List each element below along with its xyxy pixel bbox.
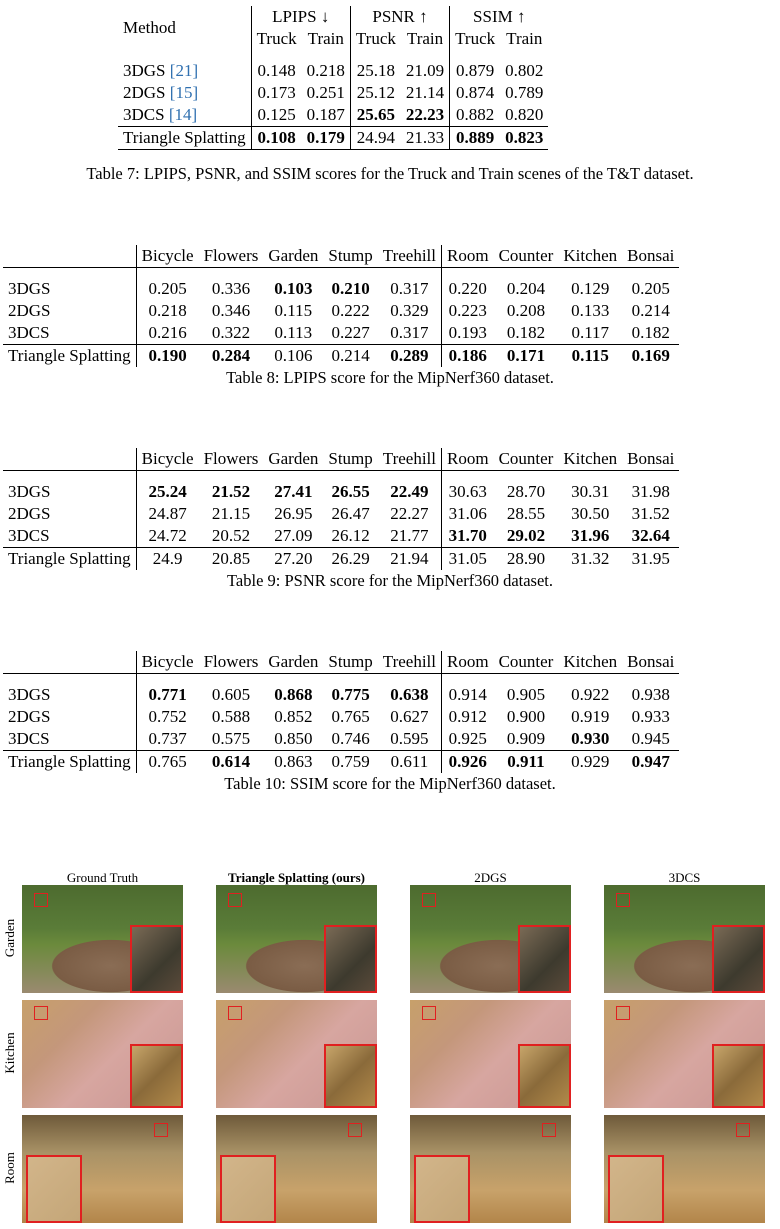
garden-2dgs-image xyxy=(410,885,571,993)
table7-row xyxy=(118,82,548,104)
table10-cell: 0.922 xyxy=(571,685,610,704)
table7-cell: 0.187 xyxy=(302,104,351,127)
table9-cell: 30.63 xyxy=(448,482,487,501)
table10-scene-header: Bicycle xyxy=(141,652,194,671)
highlight-region-box xyxy=(422,893,436,907)
table7-cell: 21.14 xyxy=(401,82,450,104)
table7-cell: 0.882 xyxy=(456,105,495,124)
table10-cell: 0.638 xyxy=(378,684,442,706)
table8-method-name: 3DGS xyxy=(3,278,136,300)
table8-cell: 0.336 xyxy=(211,279,251,298)
table8-cell: 0.210 xyxy=(331,279,370,298)
table8-cell: 0.182 xyxy=(506,323,546,342)
kitchen-ground-truth-image xyxy=(22,1000,183,1108)
table9-scene-header: Garden xyxy=(268,449,319,468)
table10-cell: 0.775 xyxy=(331,685,370,704)
table10-cell: 0.914 xyxy=(448,685,487,704)
table10-corner xyxy=(3,651,136,674)
table9-corner xyxy=(3,448,136,471)
table8-scene-header: Treehill xyxy=(378,245,442,268)
table8-cell: 0.317 xyxy=(378,322,442,345)
table8-cell: 0.193 xyxy=(448,323,487,342)
table8-header-row xyxy=(3,245,679,268)
table10-cell: 0.912 xyxy=(448,707,487,726)
table8-scene-header: Bonsai xyxy=(627,246,675,265)
table10-cell: 0.911 xyxy=(494,751,559,774)
row-label-kitchen: Kitchen xyxy=(2,1032,17,1074)
table10-cell: 0.595 xyxy=(378,728,442,751)
table-8 xyxy=(3,245,679,367)
citation-link[interactable]: [15] xyxy=(165,83,199,102)
highlight-region-box xyxy=(154,1123,168,1137)
table10-scene-header: Kitchen xyxy=(563,652,618,671)
table8-scene-header: Kitchen xyxy=(563,246,618,265)
table7-cell: 25.18 xyxy=(356,61,396,80)
table10-cell: 0.852 xyxy=(274,707,313,726)
table9-method-name: Triangle Splatting xyxy=(3,548,136,571)
table-7 xyxy=(118,6,548,150)
highlight-region-box xyxy=(422,1006,436,1020)
table7-row xyxy=(118,127,548,150)
table10-cell: 0.925 xyxy=(448,729,487,748)
column-title-2dgs: 2DGS xyxy=(474,870,507,885)
column-title-ground-truth: Ground Truth xyxy=(66,870,139,885)
zoom-inset xyxy=(414,1155,470,1223)
table9-cell: 31.96 xyxy=(571,526,610,545)
table8-row xyxy=(3,278,679,300)
table10-scene-header: Flowers xyxy=(203,652,259,671)
highlight-region-box xyxy=(34,1006,48,1020)
table9-method-name: 3DCS xyxy=(3,525,136,548)
table10-cell: 0.868 xyxy=(274,685,313,704)
table8-cell: 0.214 xyxy=(323,345,377,368)
table10-cell: 0.737 xyxy=(148,729,187,748)
table7-subheader: Truck xyxy=(256,29,297,48)
table7-subheader: Train xyxy=(506,29,543,48)
table10-cell: 0.926 xyxy=(442,751,494,774)
table10-cell: 0.746 xyxy=(331,729,370,748)
table8-scene-header: Room xyxy=(447,246,489,265)
table10-scene-header: Counter xyxy=(498,652,554,671)
table7-cell: 0.173 xyxy=(257,83,296,102)
row-label-room: Room xyxy=(2,1152,17,1184)
table9-cell: 22.27 xyxy=(378,503,442,525)
garden-ground-truth-image xyxy=(22,885,183,993)
table8-caption: Table 8: LPIPS score for the MipNerf360 dataset. xyxy=(226,368,554,387)
highlight-region-box xyxy=(542,1123,556,1137)
table10-cell: 0.938 xyxy=(631,685,670,704)
table9-cell: 31.06 xyxy=(448,504,487,523)
zoom-inset xyxy=(130,1044,183,1108)
table8-cell: 0.223 xyxy=(448,301,487,320)
table-9 xyxy=(3,448,679,570)
table8-corner xyxy=(3,245,136,268)
table9-cell: 31.70 xyxy=(448,526,487,545)
room-triangle-splatting-image xyxy=(216,1115,377,1223)
garden-triangle-splatting-image xyxy=(216,885,377,993)
table9-cell: 24.9 xyxy=(136,548,198,571)
table10-method-name: 3DCS xyxy=(3,728,136,751)
table8-scene-header: Stump xyxy=(328,246,373,265)
table10-cell: 0.752 xyxy=(148,707,187,726)
table10-cell: 0.863 xyxy=(263,751,323,774)
room-2dgs-image xyxy=(410,1115,571,1223)
table7-cell: 0.251 xyxy=(302,82,351,104)
table10-scene-header: Treehill xyxy=(378,651,442,674)
table8-cell: 0.133 xyxy=(571,301,610,320)
table7-method-name xyxy=(118,60,251,82)
table7-cell: 0.879 xyxy=(456,61,495,80)
table9-cell: 27.41 xyxy=(274,482,313,501)
table7-caption: Table 7: LPIPS, PSNR, and SSIM scores for the Truck and Train scenes of the T&T dataset. xyxy=(86,164,694,183)
table7-cell: 0.108 xyxy=(251,127,302,150)
table9-cell: 21.52 xyxy=(211,482,251,501)
table9-scene-header: Flowers xyxy=(203,449,259,468)
table8-cell: 0.317 xyxy=(378,278,442,300)
highlight-region-box xyxy=(228,893,242,907)
table10-cell: 0.930 xyxy=(571,729,610,748)
table10-cell: 0.919 xyxy=(571,707,610,726)
table9-cell: 30.50 xyxy=(571,504,610,523)
table9-cell: 31.52 xyxy=(631,504,670,523)
table7-subheader: Train xyxy=(401,28,450,50)
garden-3dcs-image xyxy=(604,885,765,993)
citation-number[interactable]: 21 xyxy=(175,61,193,80)
table10-row xyxy=(3,706,679,728)
table8-scene-header: Bicycle xyxy=(141,246,194,265)
table10-row xyxy=(3,728,679,751)
method-label: 2DGS xyxy=(123,83,166,102)
table7-cell: 0.148 xyxy=(257,61,296,80)
table7-method-name xyxy=(118,127,251,150)
table9-cell: 20.52 xyxy=(211,526,251,545)
table8-cell: 0.117 xyxy=(571,323,610,342)
zoom-inset xyxy=(26,1155,82,1223)
table9-cell: 20.85 xyxy=(199,548,264,571)
highlight-region-box xyxy=(616,893,630,907)
table10-cell: 0.933 xyxy=(631,707,670,726)
table8-cell: 0.204 xyxy=(506,279,546,298)
table9-cell: 28.70 xyxy=(506,482,546,501)
table9-cell: 31.98 xyxy=(631,482,670,501)
table8-cell: 0.129 xyxy=(571,279,610,298)
table7-cell: 25.12 xyxy=(356,83,396,102)
table10-scene-header: Room xyxy=(447,652,489,671)
zoom-inset xyxy=(130,925,183,993)
table8-cell: 0.115 xyxy=(558,345,622,368)
table10-method-name: 2DGS xyxy=(3,706,136,728)
method-label: 3DCS xyxy=(123,105,165,124)
table10-method-name: Triangle Splatting xyxy=(3,751,136,774)
table9-cell: 26.47 xyxy=(331,504,370,523)
table8-method-name: Triangle Splatting xyxy=(3,345,136,368)
highlight-region-box xyxy=(348,1123,362,1137)
table10-header-row xyxy=(3,651,679,674)
table8-scene-header: Flowers xyxy=(203,246,259,265)
table8-cell: 0.329 xyxy=(378,300,442,322)
table7-cell: 0.789 xyxy=(505,83,544,102)
table10-cell: 0.611 xyxy=(378,751,442,774)
table10-cell: 0.588 xyxy=(211,707,251,726)
table8-cell: 0.218 xyxy=(148,301,187,320)
table9-scene-header: Counter xyxy=(498,449,554,468)
table9-cell: 27.20 xyxy=(263,548,323,571)
highlight-region-box xyxy=(228,1006,242,1020)
citation-link[interactable]: [21] xyxy=(165,61,199,80)
table9-cell: 21.77 xyxy=(378,525,442,548)
table9-cell: 31.95 xyxy=(622,548,679,571)
table7-subheader: Truck xyxy=(355,29,396,48)
table8-cell: 0.106 xyxy=(263,345,323,368)
table10-row xyxy=(3,684,679,706)
table9-cell: 21.15 xyxy=(211,504,251,523)
table8-cell: 0.115 xyxy=(274,301,313,320)
table10-cell: 0.605 xyxy=(211,685,251,704)
table7-cell: 0.802 xyxy=(505,61,544,80)
zoom-inset xyxy=(712,1044,765,1108)
table9-cell: 30.31 xyxy=(571,482,610,501)
table10-cell: 0.900 xyxy=(506,707,546,726)
table7-cell: 24.94 xyxy=(350,127,401,150)
table10-cell: 0.929 xyxy=(558,751,622,774)
table8-cell: 0.284 xyxy=(199,345,264,368)
table10-cell: 0.759 xyxy=(323,751,377,774)
table9-scene-header: Treehill xyxy=(378,448,442,471)
table10-cell: 0.575 xyxy=(211,729,251,748)
table10-cell: 0.614 xyxy=(199,751,264,774)
table10-caption: Table 10: SSIM score for the MipNerf360 dataset. xyxy=(224,774,556,793)
table8-scene-header: Counter xyxy=(498,246,554,265)
table8-cell: 0.190 xyxy=(136,345,198,368)
row-label-garden: Garden xyxy=(2,918,17,958)
table8-row xyxy=(3,322,679,345)
table7-cell: 25.65 xyxy=(356,105,396,124)
table7-cell: 22.23 xyxy=(401,104,450,127)
table7-cell: 0.820 xyxy=(505,105,544,124)
zoom-inset xyxy=(518,925,571,993)
table7-cell: 0.218 xyxy=(302,60,351,82)
table9-scene-header: Bonsai xyxy=(627,449,675,468)
room-ground-truth-image xyxy=(22,1115,183,1223)
table7-method-name xyxy=(118,82,251,104)
table9-method-name: 3DGS xyxy=(3,481,136,503)
table-10 xyxy=(3,651,679,773)
table8-method-name: 3DCS xyxy=(3,322,136,345)
table7-ssim-header: SSIM ↑ xyxy=(473,7,526,26)
table8-cell: 0.171 xyxy=(494,345,559,368)
table7-cell: 0.179 xyxy=(302,127,351,150)
table8-cell: 0.214 xyxy=(631,301,670,320)
table8-row xyxy=(3,345,679,368)
table8-cell: 0.182 xyxy=(631,323,670,342)
table8-method-name: 2DGS xyxy=(3,300,136,322)
zoom-inset xyxy=(712,925,765,993)
table8-cell: 0.103 xyxy=(274,279,313,298)
table9-cell: 31.32 xyxy=(558,548,622,571)
kitchen-triangle-splatting-image xyxy=(216,1000,377,1108)
table9-cell: 27.09 xyxy=(274,526,313,545)
table9-scene-header: Kitchen xyxy=(563,449,618,468)
table8-cell: 0.289 xyxy=(378,345,442,368)
highlight-region-box xyxy=(34,893,48,907)
table8-row xyxy=(3,300,679,322)
table8-cell: 0.322 xyxy=(211,323,251,342)
table9-cell: 26.55 xyxy=(331,482,370,501)
table7-cell: 0.874 xyxy=(456,83,495,102)
table9-row xyxy=(3,481,679,503)
table9-cell: 22.49 xyxy=(378,481,442,503)
citation-link[interactable]: [14] xyxy=(164,105,198,124)
table7-subheader: Train xyxy=(302,28,351,50)
zoom-inset xyxy=(608,1155,664,1223)
table7-method-name xyxy=(118,104,251,127)
table9-scene-header: Stump xyxy=(328,449,373,468)
kitchen-2dgs-image xyxy=(410,1000,571,1108)
table10-scene-header: Bonsai xyxy=(627,652,675,671)
table7-method-header: Method xyxy=(118,6,251,50)
table8-cell: 0.222 xyxy=(331,301,370,320)
table7-cell: 0.823 xyxy=(500,127,548,150)
room-3dcs-image xyxy=(604,1115,765,1223)
table9-cell: 24.72 xyxy=(148,526,187,545)
table9-cell: 29.02 xyxy=(506,526,546,545)
column-title-triangle-splatting: Triangle Splatting (ours) xyxy=(228,870,365,885)
table8-cell: 0.169 xyxy=(622,345,679,368)
table8-cell: 0.186 xyxy=(442,345,494,368)
table10-cell: 0.909 xyxy=(506,729,546,748)
table8-cell: 0.205 xyxy=(148,279,187,298)
table9-cell: 28.90 xyxy=(494,548,559,571)
table10-cell: 0.627 xyxy=(378,706,442,728)
table9-cell: 26.12 xyxy=(331,526,370,545)
table9-cell: 26.29 xyxy=(323,548,377,571)
table8-cell: 0.220 xyxy=(448,279,487,298)
table9-caption: Table 9: PSNR score for the MipNerf360 dataset. xyxy=(226,571,554,590)
table9-cell: 24.87 xyxy=(148,504,187,523)
zoom-inset xyxy=(324,925,377,993)
highlight-region-box xyxy=(736,1123,750,1137)
table9-cell: 32.64 xyxy=(631,526,670,545)
table8-cell: 0.205 xyxy=(631,279,670,298)
table7-lpips-header: LPIPS ↓ xyxy=(251,6,350,28)
table10-cell: 0.850 xyxy=(274,729,313,748)
citation-number[interactable]: 15 xyxy=(175,83,193,102)
citation-number[interactable]: 14 xyxy=(174,105,192,124)
highlight-region-box xyxy=(616,1006,630,1020)
table9-row xyxy=(3,548,679,571)
table8-cell: 0.113 xyxy=(274,323,313,342)
table10-cell: 0.947 xyxy=(622,751,679,774)
table9-cell: 26.95 xyxy=(274,504,313,523)
table7-cell: 21.33 xyxy=(401,127,450,150)
table9-scene-header: Room xyxy=(447,449,489,468)
table10-row xyxy=(3,751,679,774)
zoom-inset xyxy=(220,1155,276,1223)
table9-scene-header: Bicycle xyxy=(141,449,194,468)
zoom-inset xyxy=(324,1044,377,1108)
table8-cell: 0.216 xyxy=(148,323,187,342)
table9-row xyxy=(3,525,679,548)
table9-header-row xyxy=(3,448,679,471)
table8-cell: 0.346 xyxy=(211,301,251,320)
table10-cell: 0.771 xyxy=(148,685,187,704)
table9-cell: 25.24 xyxy=(148,482,187,501)
table7-cell: 0.889 xyxy=(450,127,501,150)
table9-cell: 31.05 xyxy=(442,548,494,571)
table9-cell: 28.55 xyxy=(506,504,546,523)
column-title-3dcs: 3DCS xyxy=(668,870,701,885)
table9-row xyxy=(3,503,679,525)
table7-row xyxy=(118,104,548,127)
method-label: 3DGS xyxy=(123,61,166,80)
table10-cell: 0.765 xyxy=(136,751,198,774)
table10-cell: 0.765 xyxy=(331,707,370,726)
table8-cell: 0.208 xyxy=(506,301,546,320)
table10-method-name: 3DGS xyxy=(3,684,136,706)
table7-cell: 0.125 xyxy=(257,105,296,124)
table10-scene-header: Garden xyxy=(268,652,319,671)
table7-row xyxy=(118,60,548,82)
table10-scene-header: Stump xyxy=(328,652,373,671)
table9-method-name: 2DGS xyxy=(3,503,136,525)
kitchen-3dcs-image xyxy=(604,1000,765,1108)
table8-cell: 0.227 xyxy=(331,323,370,342)
table9-cell: 21.94 xyxy=(378,548,442,571)
table7-subheader: Truck xyxy=(455,29,496,48)
table10-cell: 0.905 xyxy=(506,685,546,704)
table7-cell: 21.09 xyxy=(401,60,450,82)
table8-scene-header: Garden xyxy=(268,246,319,265)
table10-cell: 0.945 xyxy=(631,729,670,748)
zoom-inset xyxy=(518,1044,571,1108)
table7-psnr-header: PSNR ↑ xyxy=(350,6,449,28)
method-label: Triangle Splatting xyxy=(123,128,246,147)
